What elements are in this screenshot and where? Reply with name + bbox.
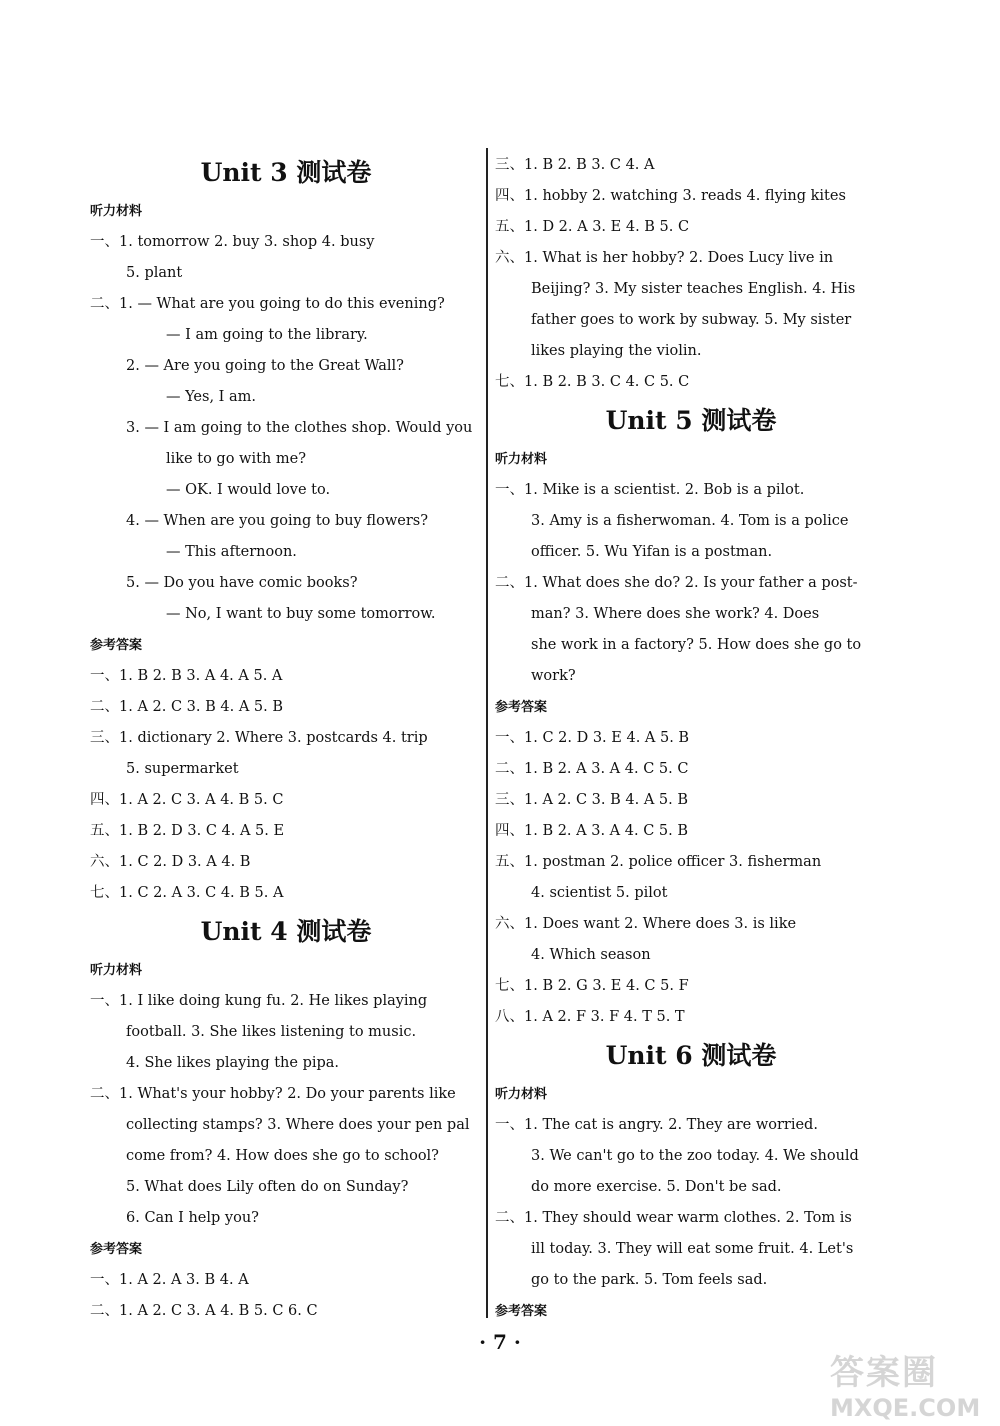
answer-line: 6. Can I help you? (126, 1210, 259, 1226)
unit-heading: Unit 4 测试卷 (200, 917, 372, 946)
section-label: 听力材料 (90, 204, 143, 219)
section-label: 参考答案 (495, 700, 548, 715)
answer-line: 一、1. The cat is angry. 2. They are worried. (495, 1117, 818, 1133)
answer-line: 四、1. B 2. A 3. A 4. C 5. B (495, 823, 689, 839)
answer-line: she work in a factory? 5. How does she go to (531, 637, 862, 653)
watermark (830, 1345, 990, 1422)
answer-line: — I am going to the library. (166, 327, 368, 343)
answer-line: 三、1. B 2. B 3. C 4. A (495, 157, 655, 173)
answer-line: 4. Which season (531, 947, 651, 963)
answer-line: 八、1. A 2. F 3. F 4. T 5. T (495, 1009, 685, 1025)
answer-line: 二、1. A 2. C 3. B 4. A 5. B (90, 699, 284, 715)
answer-line: 七、1. B 2. B 3. C 4. C 5. C (495, 374, 690, 390)
answer-line: 五、1. D 2. A 3. E 4. B 5. C (495, 219, 690, 235)
section-label: 听力材料 (495, 1087, 548, 1102)
answer-line: man? 3. Where does she work? 4. Does (531, 606, 820, 622)
answer-line: 三、1. dictionary 2. Where 3. postcards 4. trip (90, 730, 428, 746)
answer-line: 3. Amy is a fisherwoman. 4. Tom is a police (531, 513, 849, 529)
answer-line: 一、1. B 2. B 3. A 4. A 5. A (90, 668, 283, 684)
answer-line: 5. What does Lily often do on Sunday? (126, 1179, 409, 1195)
answer-line: father goes to work by subway. 5. My sister (531, 312, 852, 328)
answer-line: 五、1. B 2. D 3. C 4. A 5. E (90, 823, 285, 839)
answer-line: Beijing? 3. My sister teaches English. 4. His (531, 281, 856, 297)
answer-line: 4. scientist 5. pilot (531, 885, 668, 901)
answer-line: 5. supermarket (126, 761, 239, 777)
answer-line: 四、1. hobby 2. watching 3. reads 4. flying kites (495, 188, 846, 204)
right-column (495, 150, 887, 1327)
answer-line: 3. We can't go to the zoo today. 4. We should (531, 1148, 859, 1164)
answer-line: ill today. 3. They will eat some fruit. 4. Let's (531, 1241, 854, 1257)
answer-line: — No, I want to buy some tomorrow. (166, 606, 436, 622)
unit-heading: Unit 6 测试卷 (605, 1041, 777, 1070)
answer-line: work? (531, 668, 576, 684)
answer-line: 一、1. A 2. A 3. B 4. A (90, 1272, 249, 1288)
answer-line: 二、1. B 2. A 3. A 4. C 5. C (495, 761, 689, 777)
answer-line: 二、1. — What are you going to do this evening? (90, 296, 445, 312)
answer-line: 4. — When are you going to buy flowers? (126, 513, 428, 529)
answer-line: go to the park. 5. Tom feels sad. (531, 1272, 768, 1288)
page-number: · 7 · (479, 1330, 521, 1354)
answer-line: collecting stamps? 3. Where does your pen pal (126, 1117, 470, 1133)
answer-line: likes playing the violin. (531, 343, 702, 359)
answer-line: 5. plant (126, 265, 183, 281)
answer-line: 二、1. A 2. C 3. A 4. B 5. C 6. C (90, 1303, 318, 1319)
answer-line: football. 3. She likes listening to music. (126, 1024, 417, 1040)
unit-heading: Unit 5 测试卷 (605, 406, 777, 435)
answer-line: 4. She likes playing the pipa. (126, 1055, 340, 1071)
answer-line: 五、1. postman 2. police officer 3. fisherman (495, 854, 822, 870)
section-label: 听力材料 (90, 963, 143, 978)
section-label: 听力材料 (495, 452, 548, 467)
answer-line: 一、1. Mike is a scientist. 2. Bob is a pilot. (495, 482, 805, 498)
answer-line: 六、1. C 2. D 3. A 4. B (90, 854, 251, 870)
section-label: 参考答案 (495, 1304, 548, 1319)
answer-line: do more exercise. 5. Don't be sad. (531, 1179, 782, 1195)
answer-line: 六、1. What is her hobby? 2. Does Lucy live in (495, 250, 834, 266)
watermark-top: 答案圈 (830, 1353, 938, 1393)
answer-line: officer. 5. Wu Yifan is a postman. (531, 544, 773, 560)
unit-heading: Unit 3 测试卷 (200, 158, 372, 187)
answer-line: 二、1. What does she do? 2. Is your father a post- (495, 575, 858, 591)
answer-line: — This afternoon. (166, 544, 297, 560)
column-divider (486, 148, 488, 1318)
section-label: 参考答案 (90, 1242, 143, 1257)
answer-line: 七、1. B 2. G 3. E 4. C 5. F (495, 978, 689, 994)
answer-line: 六、1. Does want 2. Where does 3. is like (495, 916, 797, 932)
answer-line: 3. — I am going to the clothes shop. Would you (126, 420, 473, 436)
answer-line: 一、1. tomorrow 2. buy 3. shop 4. busy (90, 234, 375, 250)
answer-line: 2. — Are you going to the Great Wall? (126, 358, 404, 374)
answer-line: 二、1. What's your hobby? 2. Do your parents like (90, 1086, 456, 1102)
answer-line: 二、1. They should wear warm clothes. 2. Tom is (495, 1210, 852, 1226)
section-label: 参考答案 (90, 638, 143, 653)
answer-line: — Yes, I am. (166, 389, 257, 405)
answer-line: 七、1. C 2. A 3. C 4. B 5. A (90, 885, 284, 901)
watermark-bottom: MXQE.COM (830, 1394, 981, 1422)
answer-line: 一、1. C 2. D 3. E 4. A 5. B (495, 730, 690, 746)
answer-line: — OK. I would love to. (166, 482, 331, 498)
answer-line: 四、1. A 2. C 3. A 4. B 5. C (90, 792, 284, 808)
answer-line: come from? 4. How does she go to school? (126, 1148, 439, 1164)
answer-line: 5. — Do you have comic books? (126, 575, 358, 591)
answer-line: like to go with me? (166, 451, 306, 467)
left-column (90, 150, 482, 1327)
answer-line: 一、1. I like doing kung fu. 2. He likes playing (90, 993, 428, 1009)
answer-line: 三、1. A 2. C 3. B 4. A 5. B (495, 792, 689, 808)
